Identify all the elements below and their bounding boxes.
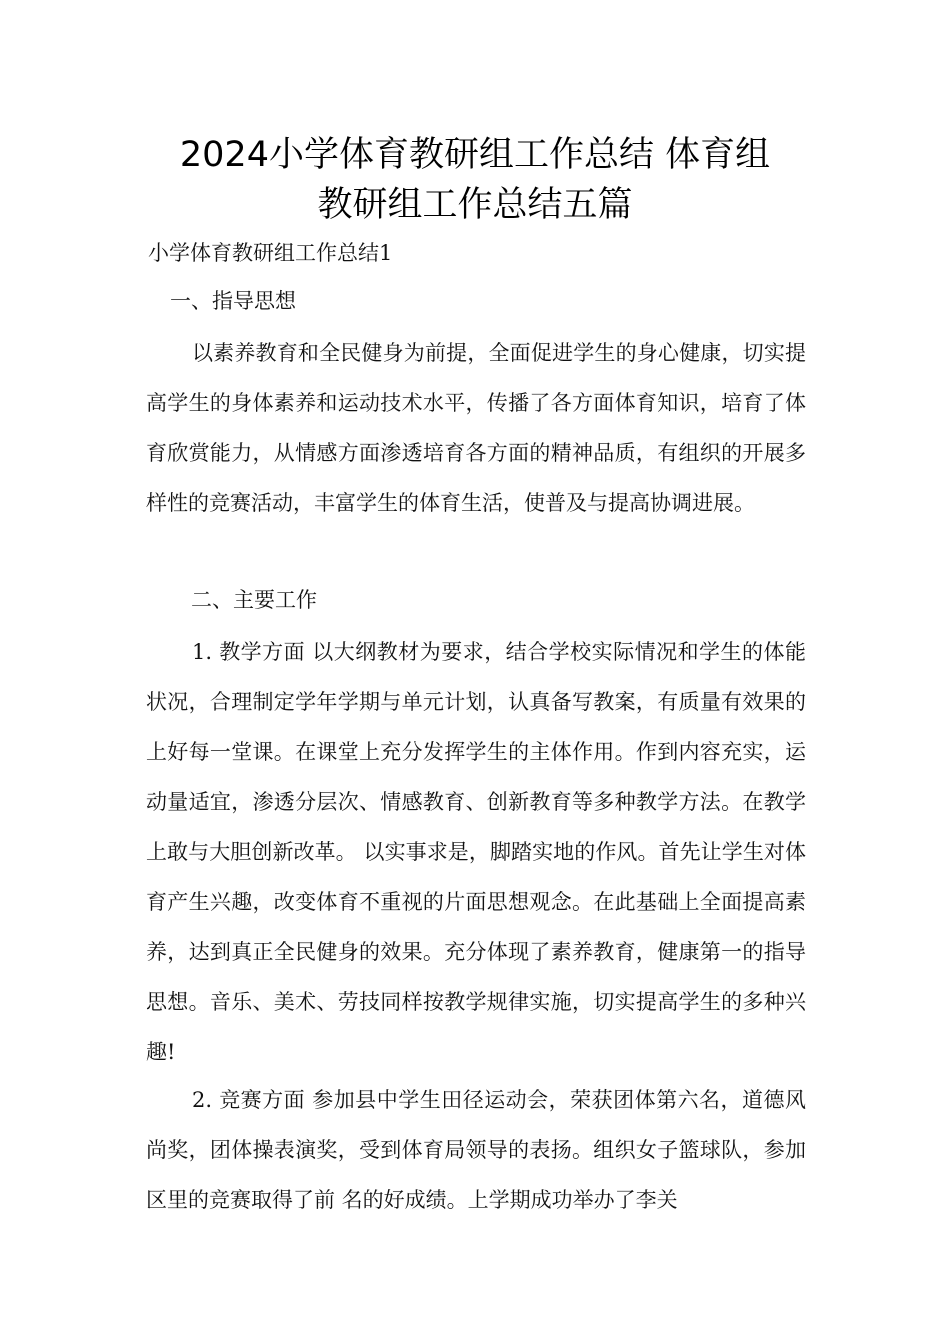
section-heading-guiding-thought: 一、指导思想 [170, 289, 296, 313]
paragraph-guiding-thought: 以素养教育和全民健身为前提，全面促进学生的身心健康，切实提高学生的身体素养和运动技术水平，传播了各方面体育知识，培育了体育欣赏能力，从情感方面渗透培育各方面的精神品质，有组织的开展多样性的竞赛活动，丰富学生的体育生活，使普及与提高协调进展。 [146, 341, 806, 515]
paragraph-teaching: 1. 教学方面 以大纲教材为要求，结合学校实际情况和学生的体能状况，合理制定学年学期与单元计划，认真备写教案，有质量有效果的上好每一堂课。在课堂上充分发挥学生的主体作用。作到内容充实，运动量适宜，渗透分层次、情感教育、创新教育等多种教学方法。在教学上敢与大胆创新改革。 以实事求是，脚踏实地的作风。首先让学生对体育产生兴趣，改变体育不重视的片面思想观念。在此基础上全面提高素养，达到真正全民健身的效果。充分体现了素养教育，健康第一的指导思想。音乐、美术、劳技同样按教学规律实施，切实提高学生的多种兴趣! [146, 640, 806, 1064]
document-subtitle: 小学体育教研组工作总结1 [148, 241, 393, 265]
section-heading-main-work: 二、主要工作 [191, 588, 317, 612]
paragraph-competition: 2. 竞赛方面 参加县中学生田径运动会，荣获团体第六名，道德风尚奖，团体操表演奖，受到体育局领导的表扬。组织女子篮球队，参加区里的竞赛取得了前 名的好成绩。上学期成功举办了李关 [146, 1088, 806, 1212]
document-title-line-1: 2024小学体育教研组工作总结 体育组 [179, 135, 771, 175]
document-title-line-2: 教研组工作总结五篇 [317, 185, 633, 225]
